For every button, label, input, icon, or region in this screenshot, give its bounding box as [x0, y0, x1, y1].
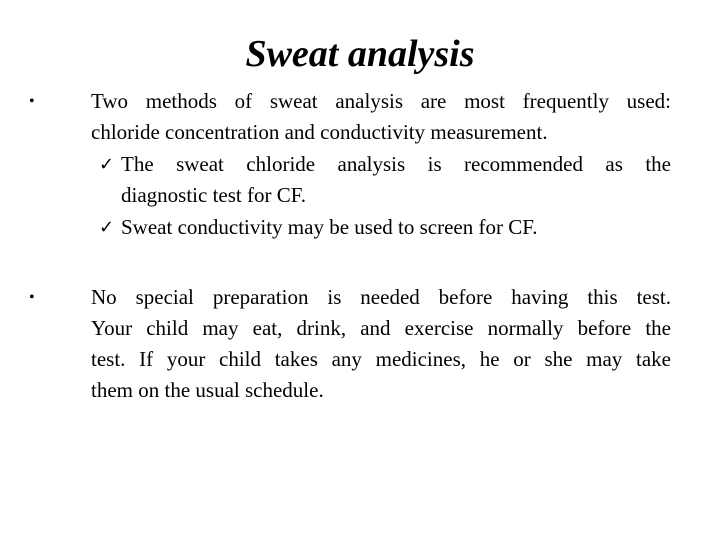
- sub-item-1-line-1: The sweat chloride analysis is recommended as the: [121, 152, 671, 176]
- bullet-2-text: [91, 282, 671, 406]
- bullet-2-line-2: Your child may eat, drink, and exercise normally before the: [91, 316, 671, 340]
- sub-item-1-line-2: diagnostic test for CF.: [121, 183, 306, 207]
- sub-item-2-text: [121, 212, 671, 243]
- sub-item-2-line-1: Sweat conductivity may be used to screen for CF.: [121, 215, 538, 239]
- bullet-2-line-4: them on the usual schedule.: [91, 378, 324, 402]
- bullet-1-line-2: chloride concentration and conductivity measurement.: [91, 120, 548, 144]
- bullet-icon: •: [29, 289, 35, 306]
- bullet-2-line-3: test. If your child takes any medicines, he or she may take: [91, 347, 671, 371]
- bullet-1-text: [91, 86, 671, 148]
- bullet-1-line-1: Two methods of sweat analysis are most frequently used:: [91, 89, 671, 113]
- bullet-2-line-1: No special preparation is needed before having this test.: [91, 285, 671, 309]
- checkmark-icon: ✓: [99, 217, 115, 238]
- bullet-icon: •: [29, 93, 35, 110]
- checkmark-icon: ✓: [99, 154, 115, 175]
- slide-title: Sweat analysis: [245, 33, 475, 75]
- sub-item-1-text: [121, 149, 671, 211]
